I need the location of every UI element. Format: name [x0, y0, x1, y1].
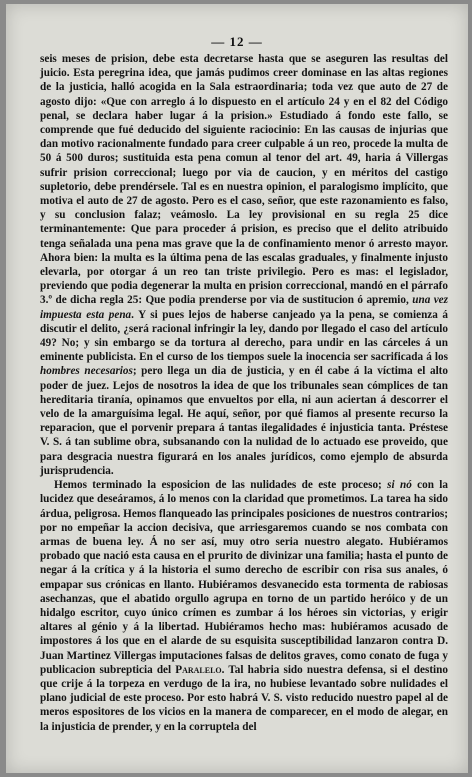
text-run: . Y si pues lejos de haberse canjeado ya la pena, se comienza á discutir el delito, ¿será racional infringir la ley, dando por llegado el caso del artículo 49? No; y sin embargo se da tortura al derecho, para undir en las cárceles á un eminente publicista. En el curso de los tiempos suele la inocencia ser sacrificada á los: [40, 308, 449, 364]
text-run: ; pero llega un dia de justicia, y en él cabe á la víctima el alto poder de juez. Lejos de nosotros la idea de que los tribunales sean cómplices de tan hereditaria tiranía, opinamos que envueltos por ella, ni aun aciertan á descorrer el velo de la amarguísima legal. He aquí, señor, por qué fiamos al presente recurso la reparacion, que el porvenir prepara á tantas ilegalidades é injusticia tanta. Préstese V. S. á tan sublime obra, subsanando con la nulidad de lo actuado ese proveido, que para desgracia nuestra figurará en los anales jurídicos, como ejemplo de absurda jurisprudencia.: [40, 365, 448, 477]
paragraph-2: [40, 478, 448, 734]
text-run: una vez impuesta esta pena: [40, 294, 449, 321]
paragraph-1: [40, 52, 448, 478]
text-run: con la lucidez que deseáramos, á lo menos con la claridad que prometimos. La tarea ha sido árdua, peligrosa. Hemos flanqueado las principales posiciones de nuestros contrarios; por no empeñar la accion decisiva, que arriesgaremos cuando se nos combata con armas de buena ley. Á no ser así, muy otro seria nuestro alegato. Hubiéramos probado que nació esta causa en el prurito de divinizar una familia; hasta el punto de negar á la crítica y á la historia el sumo derecho de escribir con risa sus anales, ó empapar sus crónicas en llanto. Hubiéramos desvanecido esta tormenta de rabiosas asechanzas, que el abatido orgullo agrupa en torno de un partido heróico y de un hidalgo escritor, cuyo único crímen es zumbar á los héroes sin victorias, y erigir altares al génio y á la libertad. Hubiéramos hecho mas: hubiéramos acusado de impostores á los que en el alarde de su esquisita susceptibilidad lanzaron contra D. Juan Martinez Villergas imputaciones falsas de delitos graves, como conato de fuga y publicacion subrepticia del: [40, 479, 449, 676]
text-run: si nó: [387, 479, 412, 492]
text-run: seis meses de prision, debe esta decretarse hasta que se aseguren las resultas del juicio. Esta peregrina idea, que jamás pudimos creer dominase en las altas regiones de la justicia, halló acogida en la Sala estraordinaria; toda vez que auto de 27 de agosto dijo: «Que con arreglo á lo dispuesto en el artículo 24 y en el 82 del Código penal, se declara haber lugar á la prision.» Estudiado á fondo este fallo, se comprende que fué deducido del siguiente raciocinio: En las causas de injurias que dan motivo racionalmente fundado para creer culpable á un reo, procede la multa de 50 á 500 duros; sustituida esta pena comun al tenor del art. 49, haria á Villergas sufrir prision correccional; luego por via de caucion, y en méritos del castigo supletorio, debe prendérsele. Tal es en nuestra opinion, el paralogismo implícito, que motiva el auto de 27 de agosto. Pero es el caso, señor, que este razonamiento es falso, y su conclusion falaz; veámoslo. La ley provisional en su regla 25 dice terminantemente: Que para proceder á prision, es preciso que el delito atribuido tenga señalada una pena mas grave que la de confinamiento menor ó arresto mayor. Ahora bien: la multa es la última pena de las escalas graduales, y finalmente injusto elevarla, por otorgar á un reo tan triste privilegio. Pero es mas: el legislador, previendo que podia degenerar la multa en prision correccional, mandó en el párrafo 3.º de dicha regla 25: Que podia prenderse por via de sustitucion ó apremio,: [40, 53, 448, 307]
text-run: . Tal habria sido nuestra defensa, si el destino que crije á la torpeza en verdugo de la ira, no hubiese levantado sobre nulidades el plano judicial de este proceso. Por esto habrá V. S. visto reducido nuestro papel al de meros espositores de los vicios en la manera de comparecer, en el modo de alegar, en la injusticia de prender, y en la corruptela del: [40, 663, 448, 733]
text-run: Hemos terminado la esposicion de las nulidades de este proceso;: [54, 479, 388, 492]
text-run: Paralelo: [175, 663, 222, 676]
page-number: — 12 —: [211, 34, 263, 49]
text-run: hombres necesarios: [40, 365, 133, 378]
document-page: [6, 4, 468, 773]
body-text: [40, 52, 448, 734]
